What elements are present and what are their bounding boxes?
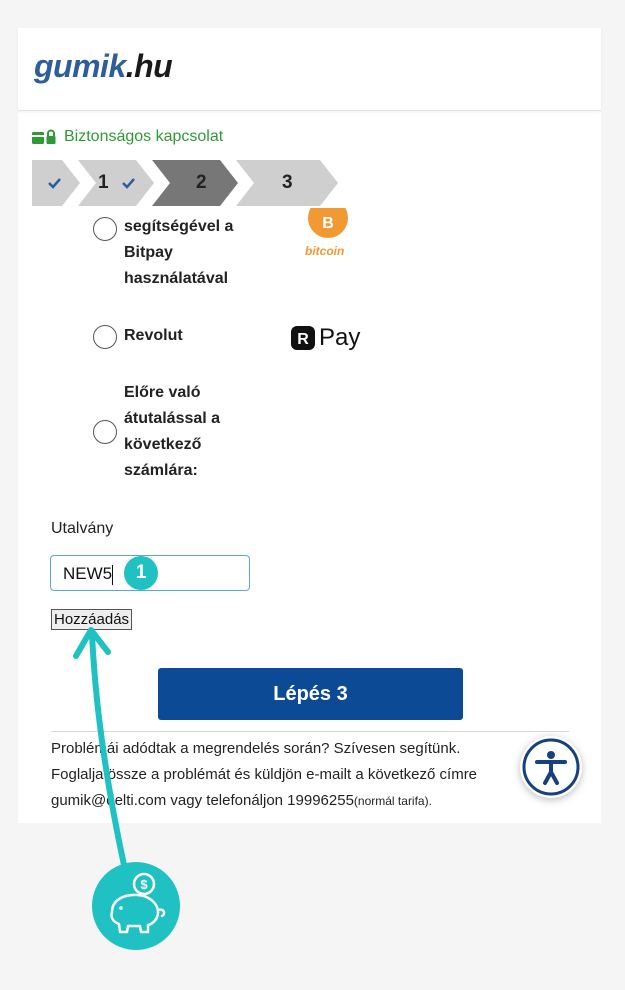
bitcoin-logo: B bitcoin: [302, 208, 354, 260]
piggy-bank-icon: [92, 862, 180, 950]
help-text: Problémái adódtak a megrendelés során? Szívesen segítünk. Foglalja össze a problémát és küldjön e-mailt a következő címre gumik@delti.com vagy telefonáljon 19996255(normál tarifa).: [51, 740, 478, 809]
transfer-option-label: Előre való átutalással a következő számlára:: [124, 384, 221, 479]
annotation-badge: 1: [124, 556, 158, 590]
svg-text:R: R: [297, 331, 309, 348]
svg-text:B: B: [322, 215, 334, 232]
revolut-option-label: Revolut: [124, 327, 183, 344]
step-1[interactable]: 1: [98, 172, 109, 193]
revolut-pay-logo: R Pay: [291, 324, 360, 352]
help-contact[interactable]: gumik@delti.com vagy telefonáljon 19996255: [51, 792, 354, 809]
voucher-label: Utalvány: [51, 520, 114, 537]
site-logo[interactable]: gumik.hu: [34, 48, 173, 84]
add-voucher-button[interactable]: Hozzáadás: [51, 609, 132, 630]
next-step-button[interactable]: Lépés 3: [158, 668, 463, 720]
voucher-input[interactable]: NEW5: [50, 555, 250, 591]
svg-text:$: $: [140, 877, 148, 892]
secure-connection: Biztonságos kapcsolat: [32, 128, 223, 146]
bitpay-option-label: segítségével a Bitpay használatával: [124, 218, 234, 287]
step-2: 2: [196, 172, 207, 193]
step-3: 3: [282, 172, 293, 193]
